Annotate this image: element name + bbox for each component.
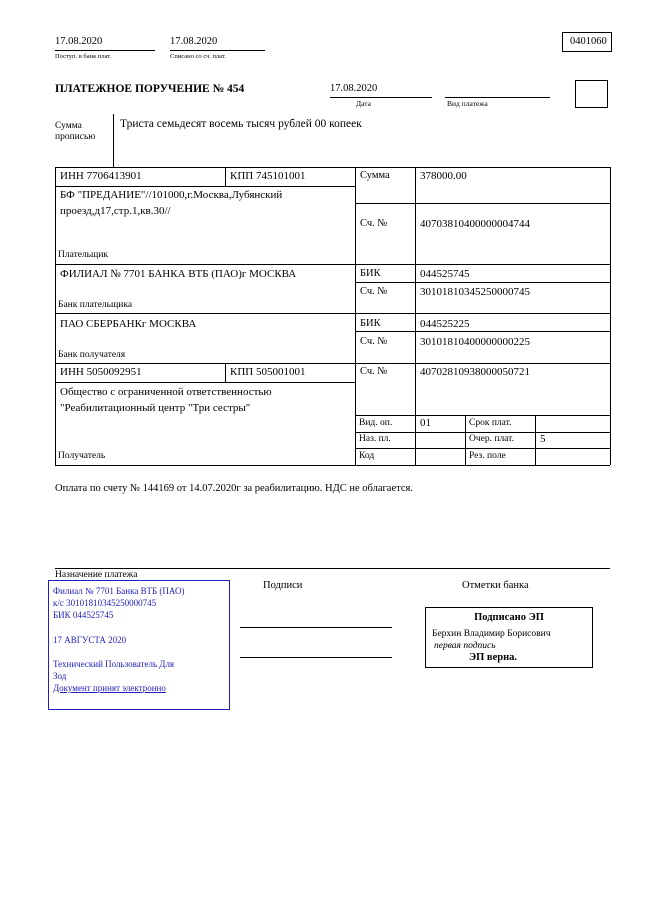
table-border	[415, 167, 416, 465]
table-border	[355, 432, 610, 433]
table-border	[55, 382, 355, 383]
table-border	[355, 282, 610, 283]
payee-account-label: Сч. №	[360, 366, 388, 377]
payee-bank-section-label: Банк получателя	[58, 350, 126, 360]
received-date-label: Поступ. в банк плат.	[55, 53, 112, 60]
esign-stamp-box	[425, 607, 593, 668]
code-label: Код	[359, 451, 375, 461]
blue-stamp-line-accepted: Документ принят электронно	[53, 683, 166, 693]
purpose-text: Оплата по счету № 144169 от 14.07.2020г за реабилитацию. НДС не облагается.	[55, 483, 413, 494]
purpose-divider	[55, 568, 610, 569]
payee-bank-bik: 044525225	[420, 318, 470, 330]
table-border	[225, 363, 226, 382]
table-border	[225, 167, 226, 186]
payer-name: БФ "ПРЕДАНИЕ"//101000,г.Москва,Лубянский проезд,д17,стр.1,кв.30//	[60, 189, 283, 217]
blue-stamp-line-bik: БИК 044525745	[53, 610, 114, 620]
payee-bank-account: 30101810400000000225	[420, 336, 530, 348]
table-border	[610, 167, 611, 465]
blue-stamp-line-date: 17 АВГУСТА 2020	[53, 635, 127, 645]
amount-words-value: Триста семьдесят восемь тысяч рублей 00 копеек	[120, 118, 362, 130]
debited-date: 17.08.2020	[170, 36, 218, 47]
table-border	[355, 415, 610, 416]
blue-stamp-line-bank: Филиал № 7701 Банка ВТБ (ПАО)	[53, 586, 185, 596]
payment-kind-underline	[445, 97, 550, 98]
amount-words-label: Сумма прописью	[55, 121, 96, 142]
payee-name: Общество с ограниченной ответственностью "Реабилитационный центр "Три сестры"	[60, 386, 272, 414]
payer-inn: ИНН 7706413901	[60, 170, 142, 182]
received-date-underline	[55, 50, 155, 51]
debited-date-label: Списано со сч. плат.	[170, 53, 226, 60]
table-border	[55, 167, 56, 465]
table-border	[55, 363, 610, 364]
due-date-label: Срок плат.	[469, 418, 512, 428]
table-border	[355, 331, 610, 332]
table-border	[355, 167, 356, 465]
payer-section-label: Плательщик	[58, 250, 109, 260]
amount-words-divider	[113, 114, 114, 167]
bank-marks-label: Отметки банка	[462, 580, 529, 591]
payer-account: 40703810400000004744	[420, 218, 530, 230]
esign-signed-label: Подписано ЭП	[474, 612, 544, 623]
payee-kpp: КПП 505001001	[230, 366, 306, 378]
payee-section-label: Получатель	[58, 451, 106, 461]
table-border	[355, 203, 610, 204]
table-border	[465, 415, 466, 465]
payment-kind-box	[575, 80, 608, 108]
payer-bank-account: 30101810345250000745	[420, 286, 530, 298]
esign-signature-kind: первая подпись	[434, 641, 496, 651]
payer-kpp: КПП 745101001	[230, 170, 306, 182]
payee-bank-bik-label: БИК	[360, 318, 381, 329]
payee-inn: ИНН 5050092951	[60, 366, 142, 378]
payment-kind-label: Вид платежа	[447, 99, 488, 108]
payer-bank-name: ФИЛИАЛ № 7701 БАНКА ВТБ (ПАО)г МОСКВА	[60, 268, 297, 280]
sum-value: 378000.00	[420, 170, 467, 182]
priority-value: 5	[540, 433, 546, 445]
blue-stamp-line-corr: к/с 30101810345250000745	[53, 598, 157, 608]
payer-bank-section-label: Банк плательщика	[58, 300, 133, 310]
sum-label: Сумма	[360, 170, 390, 181]
signature-line-2	[240, 657, 392, 658]
table-border	[355, 448, 610, 449]
esign-verified-label: ЭП верна.	[469, 652, 518, 663]
payee-bank-name: ПАО СБЕРБАНКг МОСКВА	[60, 318, 197, 330]
form-code: 0401060	[570, 36, 607, 47]
date-label: Дата	[356, 99, 371, 108]
signature-line-1	[240, 627, 392, 628]
table-border	[535, 415, 536, 465]
received-date: 17.08.2020	[55, 36, 103, 47]
signatures-label: Подписи	[263, 580, 303, 591]
payer-bank-account-label: Сч. №	[360, 286, 388, 297]
table-border	[55, 264, 610, 265]
payer-bank-bik-label: БИК	[360, 268, 381, 279]
date-underline	[330, 97, 432, 98]
document-title: ПЛАТЕЖНОЕ ПОРУЧЕНИЕ № 454	[55, 83, 245, 95]
reserve-field-label: Рез. поле	[469, 451, 506, 461]
priority-label: Очер. плат.	[469, 434, 514, 444]
payee-account: 40702810938000050721	[420, 366, 530, 378]
table-border	[55, 465, 610, 466]
blue-stamp-line-user: Технический Пользователь Для	[53, 659, 175, 669]
blue-stamp-line-user2: Зод	[53, 671, 67, 681]
bank-blue-stamp	[48, 580, 230, 710]
payee-bank-account-label: Сч. №	[360, 336, 388, 347]
payer-account-label: Сч. №	[360, 218, 388, 229]
table-border	[55, 313, 610, 314]
debited-date-underline	[170, 50, 265, 51]
esign-signer-name: Берхин Владимир Борисович	[432, 629, 551, 639]
table-border	[55, 167, 610, 168]
op-kind-label: Вид. оп.	[359, 418, 393, 428]
purpose-code-label: Наз. пл.	[359, 434, 391, 444]
payer-bank-bik: 044525745	[420, 268, 470, 280]
form-code-box	[562, 32, 612, 52]
op-kind-value: 01	[420, 417, 431, 429]
purpose-section-label: Назначение платежа	[55, 570, 138, 580]
document-date: 17.08.2020	[330, 83, 378, 94]
